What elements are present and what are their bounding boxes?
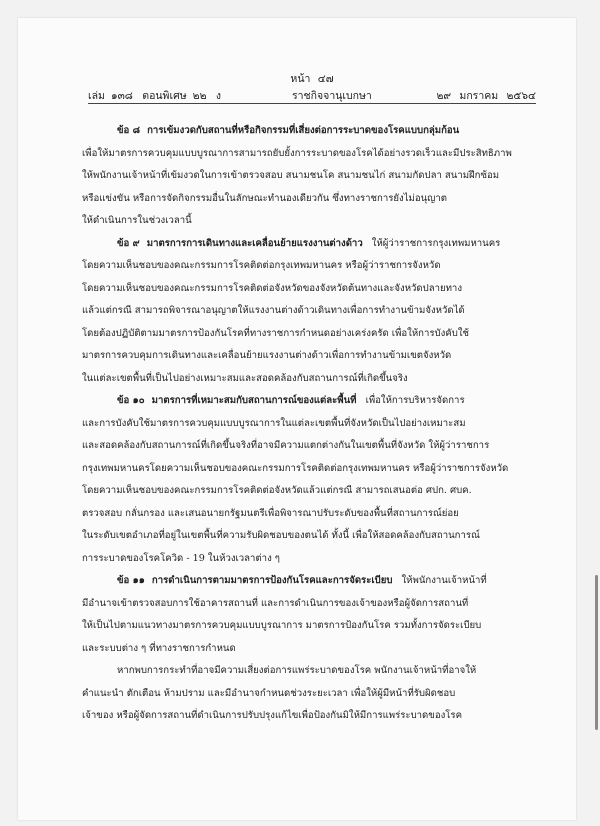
paragraph-line: หรือแข่งขัน หรือการจัดกิจกรรมอื่นในลักษณะทำนองเดียวกัน ซึ่งทางราชการยังไม่อนุญาต	[82, 192, 447, 204]
section-8	[82, 120, 560, 233]
publication-date: ๒๙ มกราคม ๒๕๖๔	[436, 90, 536, 102]
paragraph-line: ตรวจสอบ กลั่นกรอง และเสนอนายกรัฐมนตรีเพื่อพิจารณาปรับระดับของพื้นที่สถานการณ์ย่อย	[82, 507, 459, 519]
paragraph-line: แล้วแต่กรณี สามารถพิจารณาอนุญาตให้แรงงานต่างด้าวเดินทางเพื่อการทำงานข้ามจังหวัดได้	[82, 305, 465, 316]
volume-issue: เล่ม ๑๓๘ ตอนพิเศษ ๒๒ ง	[88, 90, 221, 102]
section-heading-line: ข้อ ๙ มาตรการการเดินทางและเคลื่อนย้ายแรงงานต่างด้าว ให้ผู้ว่าราชการกรุงเทพมหานคร	[117, 237, 501, 249]
closing-paragraph	[82, 660, 560, 728]
paragraph-line: และการบังคับใช้มาตรการควบคุมแบบบูรณาการในแต่ละเขตพื้นที่จังหวัดเป็นไปอย่างเหมาะสม	[82, 417, 466, 429]
paragraph-line: ให้พนักงานเจ้าหน้าที่เข้มงวดในการเข้าตรวจสอบ สนามชนโค สนามชนไก่ สนามกัดปลา สนามฝึกซ้อม	[82, 170, 500, 181]
paragraph-line: คำแนะนำ ตักเตือน ห้ามปราม และมีอำนาจกำหนดช่วงระยะเวลา เพื่อให้ผู้มีหน้าที่รับผิดชอบ	[82, 687, 456, 699]
paragraph-line: เจ้าของ หรือผู้จัดการสถานที่ดำเนินการปรับปรุงแก้ไขเพื่อป้องกันมิให้มีการแพร่ระบาดของโรค	[82, 710, 463, 721]
vertical-scrollbar[interactable]	[595, 575, 598, 730]
section-9	[82, 233, 560, 391]
paragraph-line: มีอำนาจเข้าตรวจสอบการใช้อาคารสถานที่ และการดำเนินการของเจ้าของหรือผู้จัดการสถานที่	[82, 597, 469, 609]
section-10	[82, 390, 560, 570]
paragraph-line: กรุงเทพมหานครโดยความเห็นชอบของคณะกรรมการโรคติดต่อกรุงเทพมหานคร หรือผู้ว่าราชการจังหวัด	[82, 462, 509, 474]
paragraph-line: โดยความเห็นชอบของคณะกรรมการโรคติดต่อจังหวัดของจังหวัดต้นทางและจังหวัดปลายทาง	[82, 282, 463, 294]
paragraph-line: โดยความเห็นชอบของคณะกรรมการโรคติดต่อกรุงเทพมหานคร หรือผู้ว่าราชการจังหวัด	[82, 260, 441, 271]
paragraph-line: มาตรการควบคุมการเดินทางและเคลื่อนย้ายแรงงานต่างด้าวเพื่อการทำงานข้ามเขตจังหวัด	[82, 350, 452, 361]
header-row	[88, 87, 536, 101]
paragraph-line: ในระดับเขตอำเภอที่อยู่ในเขตพื้นที่ความรับผิดชอบของตนได้ ทั้งนี้ เพื่อให้สอดคล้องกับสถานการณ์	[82, 530, 480, 541]
paragraph-line: ให้เป็นไปตามแนวทางมาตรการควบคุมแบบบูรณาการ มาตรการป้องกันโรค รวมทั้งการจัดระเบียบ	[82, 620, 482, 631]
section-heading-line: ข้อ ๑๐ มาตรการที่เหมาะสมกับสถานการณ์ของแต่ละพื้นที่ เพื่อให้การบริหารจัดการ	[117, 395, 465, 406]
paragraph-line: โดยความเห็นชอบของคณะกรรมการโรคติดต่อจังหวัดแล้วแต่กรณี สามารถเสนอต่อ ศปก. ศบค.	[82, 485, 472, 496]
section-heading-line: ข้อ ๑๑ การดำเนินการตามมาตรการป้องกันโรคและการจัดระเบียบ ให้พนักงานเจ้าหน้าที่	[117, 575, 487, 586]
header-divider	[88, 103, 536, 104]
paragraph-line: หากพบการกระทำที่อาจมีความเสี่ยงต่อการแพร่ระบาดของโรค พนักงานเจ้าหน้าที่อาจให้	[117, 665, 477, 676]
paragraph-line: การระบาดของโรคโควิด - 19 ในห้วงเวลาต่าง ๆ	[82, 552, 280, 564]
section-heading-line: ข้อ ๘ การเข้มงวดกับสถานที่หรือกิจกรรมที่เสี่ยงต่อการระบาดของโรคแบบกลุ่มก้อน	[117, 125, 460, 136]
section-11	[82, 570, 560, 660]
document-body	[82, 120, 560, 728]
paragraph-line: เพื่อให้มาตรการควบคุมแบบบูรณาการสามารถยับยั้งการระบาดของโรคได้อย่างรวดเร็วและมีประสิทธิภาพ	[82, 147, 512, 159]
paragraph-line: โดยต้องปฏิบัติตามมาตรการป้องกันโรคที่ทางราชการกำหนดอย่างเคร่งครัด เพื่อให้การบังคับใช้	[82, 327, 470, 339]
publication-name: ราชกิจจานุเบกษา	[292, 90, 372, 102]
paragraph-line: และระบบต่าง ๆ ที่ทางราชการกำหนด	[82, 642, 236, 654]
paragraph-line: ในแต่ละเขตพื้นที่เป็นไปอย่างเหมาะสมและสอดคล้องกับสถานการณ์ที่เกิดขึ้นจริง	[82, 372, 408, 384]
paragraph-line: ให้ดำเนินการในช่วงเวลานี้	[82, 215, 192, 226]
page-header	[88, 70, 536, 110]
gazette-page	[18, 18, 576, 820]
page-number: หน้า ๔๗	[290, 73, 334, 85]
paragraph-line: และสอดคล้องกับสถานการณ์ที่เกิดขึ้นจริงที่อาจมีความแตกต่างกันในเขตพื้นที่จังหวัด ให้ผู้ว่าราชการ	[82, 440, 490, 451]
